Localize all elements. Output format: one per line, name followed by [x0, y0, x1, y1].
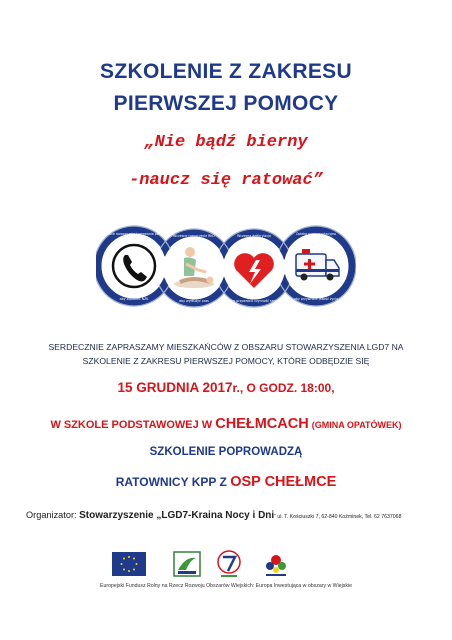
event-date-time: r., O GODZ. 18:00, [232, 381, 335, 395]
chain-link-2-top-text: Wczesne rozpoczęcie RKO [173, 234, 215, 238]
chain-link-4-bottom-text: aby przywrócić jakość życia [293, 297, 339, 301]
organizer-address: ” ul. T. Kościuszki 7, 62-840 Koźminek, Tel. 62 7637068 [274, 514, 402, 520]
event-place [0, 416, 452, 432]
rescuers-prefix: RATOWNICY KPP Z [115, 475, 227, 489]
intro-line-1: SERDECZNIE ZAPRASZAMY MIESZKAŃCÓW Z OBSZARU STOWARZYSZENIA LGD7 NA [48, 342, 404, 352]
intro-line-2: SZKOLENIE Z ZAKRESU PIERWSZEJ POMOCY, KTÓRE ODBĘDZIE SIĘ [82, 356, 370, 366]
event-place-town: CHEŁMCACH [215, 416, 309, 432]
footer-eu-fund: Europejski Fundusz Rolny na Rzecz Rozwoju Obszarów Wiejskich: Europa Inwestująca w obszary w Wiejskie [100, 583, 352, 589]
chain-link-2-bottom-text: aby wydłużyć czas [179, 299, 209, 303]
phone-icon [113, 245, 155, 287]
event-place-prefix: W SZKOLE PODSTAWOWEJ W [50, 419, 213, 431]
eu-flag-logo [112, 552, 146, 576]
title-line-2: PIERWSZEJ POMOCY [113, 92, 339, 115]
chain-link-4-top-text: Opieka poresuscytacyjna [296, 232, 336, 236]
chain-link-1-bottom-text: aby zapobiec NZK [119, 297, 149, 301]
organizer-line [26, 510, 446, 521]
motto-line-1: „Nie bądź bierny [144, 133, 308, 152]
lgd7-logo [215, 548, 243, 580]
leader-logo [172, 550, 202, 578]
event-date [0, 380, 452, 395]
motto-line-2: -naucz się ratować” [129, 171, 323, 190]
event-date-day: 15 GRUDNIA 2017 [117, 380, 233, 395]
event-place-gmina: (GMINA OPATÓWEK) [311, 420, 402, 430]
rescuers-org: OSP CHEŁMCE [230, 474, 337, 490]
rescuers-line [0, 474, 452, 490]
sponsor-logos [0, 548, 452, 584]
organizer-label: Organizator: [26, 510, 77, 520]
chain-of-survival-graphic [96, 218, 356, 318]
conducted-by-heading: SZKOLENIE POPROWADZĄ [149, 446, 303, 458]
chain-link-3-top-text: Wczesna defibrylacja [237, 234, 271, 238]
title-line-1: SZKOLENIE Z ZAKRESU [100, 60, 352, 83]
chain-link-1-top-text: Wczesne rozpoznanie i wezwanie pomocy [100, 232, 168, 236]
prow-logo [262, 550, 290, 578]
organizer-name: Stowarzyszenie „LGD7-Kraina Nocy i Dni [79, 510, 275, 521]
chain-link-3-bottom-text: aby przywrócić czynność serca [229, 299, 279, 303]
